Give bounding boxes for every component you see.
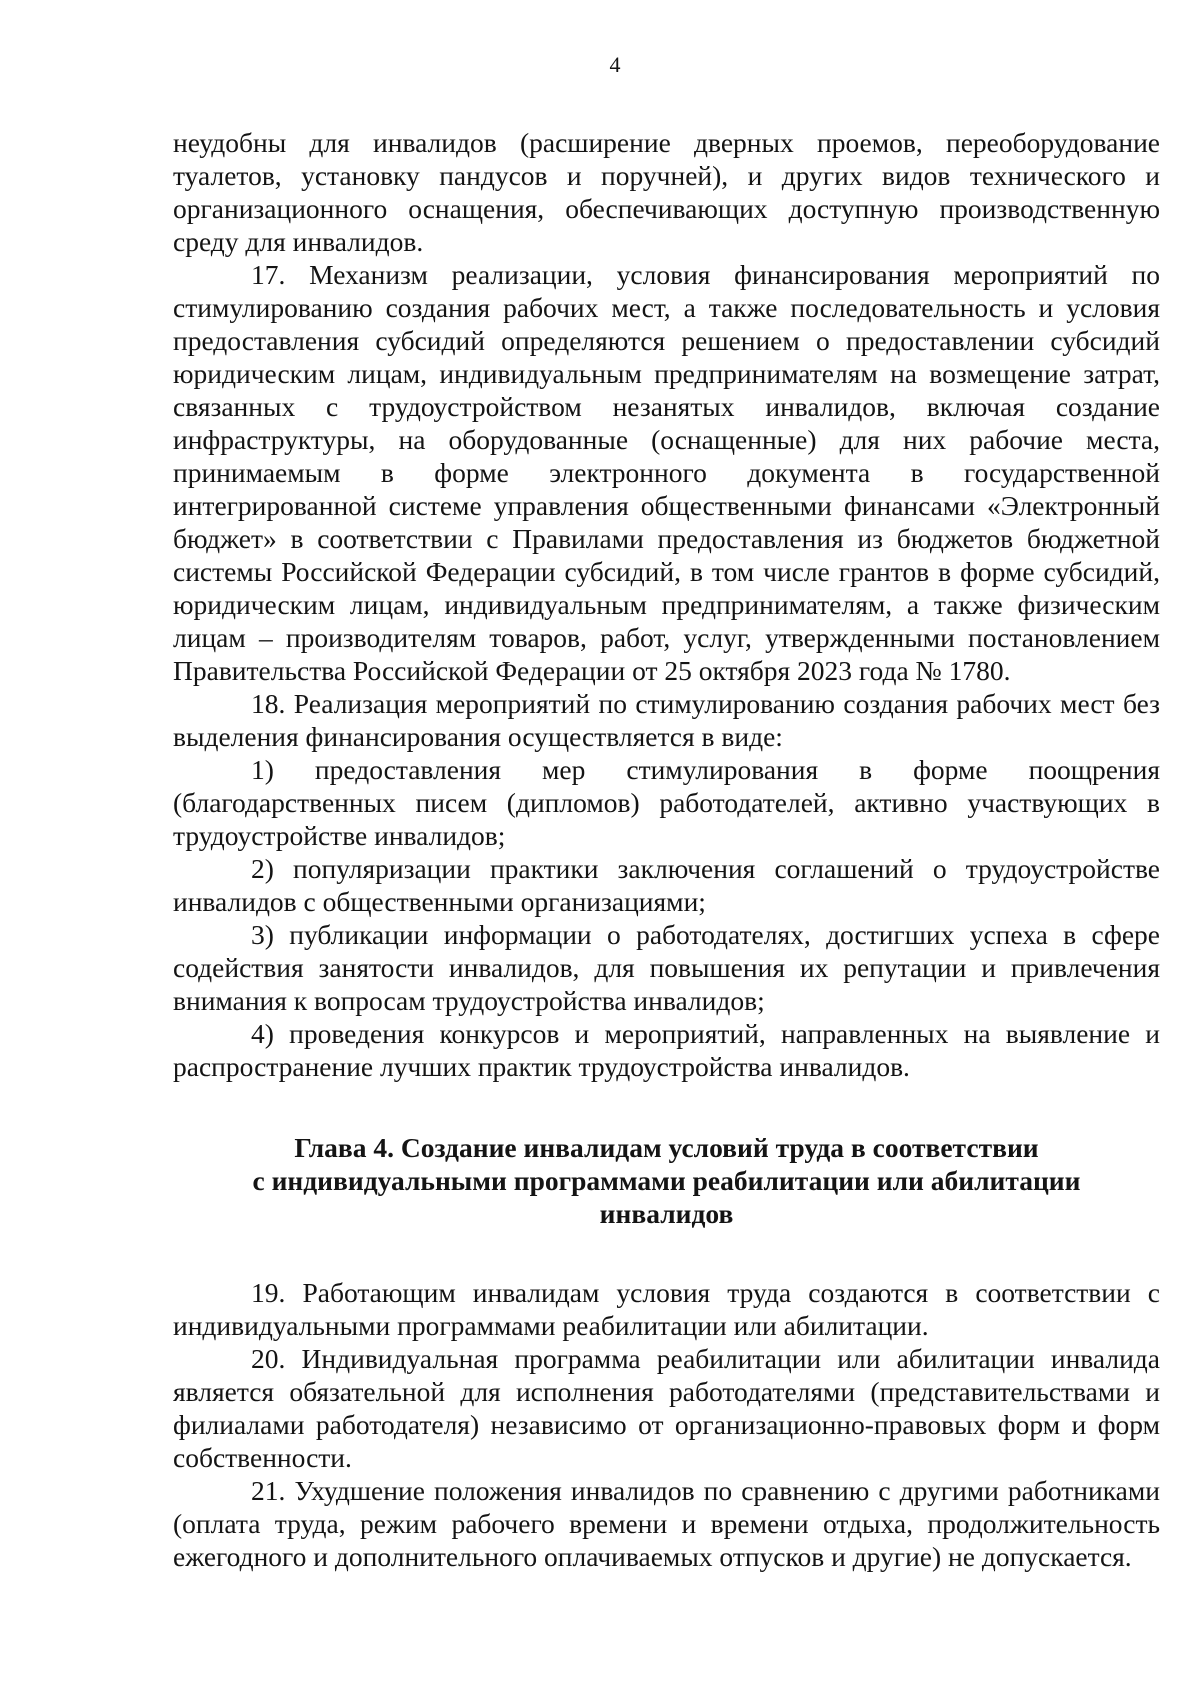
chapter-heading-line: Глава 4. Создание инвалидам условий труда в соответствии: [294, 1132, 1039, 1163]
list-item-4: 4) проведения конкурсов и мероприятий, направленных на выявление и распространение лучших практик трудоустройства инвалидов.: [173, 1018, 1160, 1082]
section-before-chapter: [173, 126, 1160, 1083]
chapter-heading-line: с индивидуальными программами реабилитации или абилитации: [252, 1165, 1081, 1196]
paragraph-continuation: неудобны для инвалидов (расширение дверных проемов, переоборудование туалетов, установку пандусов и поручней), и других видов технического и организационного оснащения, обеспечивающих доступную производственную среду для инвалидов.: [173, 127, 1160, 257]
page-number: 4: [609, 52, 621, 77]
chapter-heading: [173, 1131, 1160, 1230]
paragraph-18: 18. Реализация мероприятий по стимулированию создания рабочих мест без выделения финансирования осуществляется в виде:: [173, 688, 1160, 752]
list-item-3: 3) публикации информации о работодателях, достигших успеха в сфере содействия занятости инвалидов, для повышения их репутации и привлечения внимания к вопросам трудоустройства инвалидов;: [173, 919, 1160, 1016]
paragraph-19: 19. Работающим инвалидам условия труда создаются в соответствии с индивидуальными программами реабилитации или абилитации.: [173, 1277, 1160, 1341]
paragraph-17: 17. Механизм реализации, условия финансирования мероприятий по стимулированию создания рабочих мест, а также последовательность и условия предоставления субсидий определяются решением о предоставлении субсидий юридическим лицам, индивидуальным предпринимателям на возмещение затрат, связанных с трудоустройством незанятых инвалидов, включая создание инфраструктуры, на оборудованные (оснащенные) для них рабочие места, принимаемым в форме электронного документа в государственной интегрированной системе управления общественными финансами «Электронный бюджет» в соответствии с Правилами предоставления из бюджетов бюджетной системы Российской Федерации субсидий, в том числе грантов в форме субсидий, юридическим лицам, индивидуальным предпринимателям, а также физическим лицам – производителям товаров, работ, услуг, утвержденными постановлением Правительства Российской Федерации от 25 октября 2023 года № 1780.: [173, 259, 1160, 686]
paragraph-21: 21. Ухудшение положения инвалидов по сравнению с другими работниками (оплата труда, режим рабочего времени и времени отдыха, продолжительность ежегодного и дополнительного оплачиваемых отпусков и другие) не допускается.: [173, 1475, 1160, 1572]
list-item-1: 1) предоставления мер стимулирования в форме поощрения (благодарственных писем (дипломов) работодателей, активно участвующих в трудоустройстве инвалидов;: [173, 754, 1160, 851]
document-body: [173, 126, 1160, 1573]
paragraph-20: 20. Индивидуальная программа реабилитации или абилитации инвалида является обязательной для исполнения работодателями (представительствами и филиалами работодателя) независимо от организационно-правовых форм и форм собственности.: [173, 1343, 1160, 1473]
list-item-2: 2) популяризации практики заключения соглашений о трудоустройстве инвалидов с общественными организациями;: [173, 853, 1160, 917]
chapter-heading-line: инвалидов: [599, 1198, 734, 1229]
section-after-chapter: [173, 1276, 1160, 1573]
